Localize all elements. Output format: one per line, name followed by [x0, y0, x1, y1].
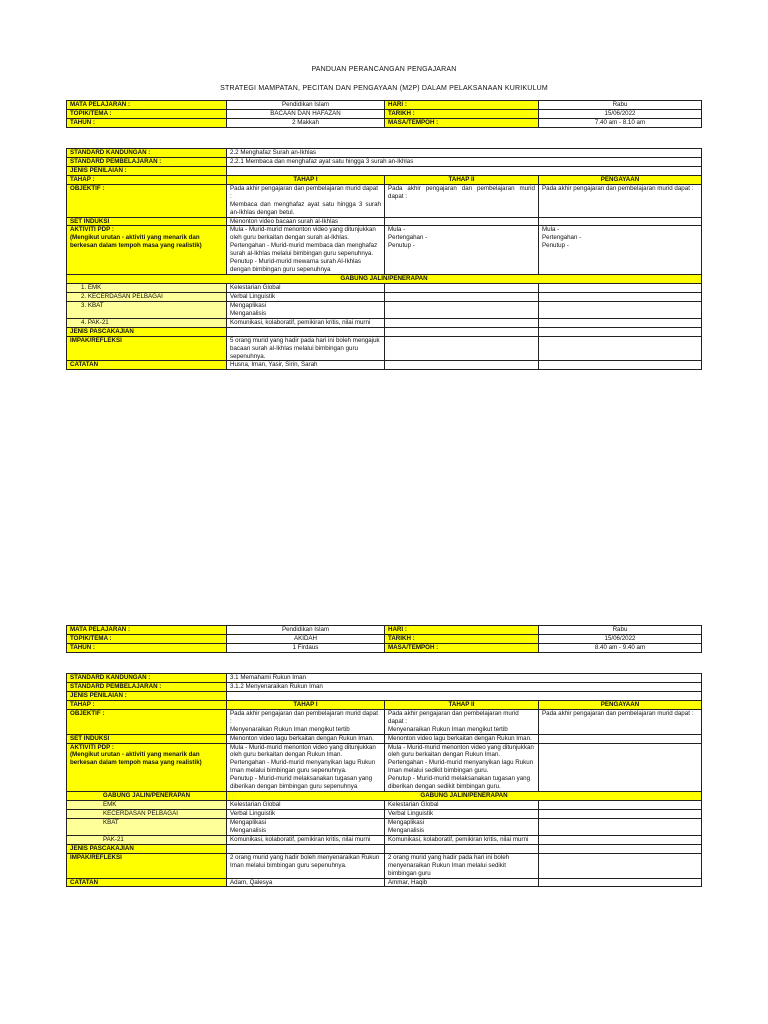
kecerdasan-label: KECERDASAN PELBAGAI [67, 810, 227, 819]
objektif-text: Membaca dan menghafaz ayat satu hingga 3 surah an-Ikhlas dengan betul. [230, 200, 381, 216]
kbat-value: Mengaplikasi Menganalisis [227, 301, 385, 318]
objektif-tahap-2: Pada akhir pengajaran dan pembelajaran murid dapat : Menyenaraikan Rukun Iman mengikut tertib [385, 709, 539, 734]
tahun-label: TAHUN : [67, 643, 227, 652]
aktiviti-tahap-2: Mula - Murid-murid menonton video yang ditunjukkan oleh guru berkaitan dengan Rukun Iman. Pertengahan - Murid-murid menyanyikan lagu Rukun Iman melalui sedikit bimbingan guru. Penutup - Murid-murid melaksanakan tugasan yang diberikan dengan sedikit bimbingan guru. [385, 743, 539, 792]
masa-label: MASA/TEMPOH : [385, 118, 539, 127]
emk-value: Kelestarian Global [227, 284, 385, 293]
objektif-pengayaan: Pada akhir pengajaran dan pembelajaran murid dapat : [539, 709, 702, 734]
hari-value: Rabu [539, 101, 702, 110]
masa-label: MASA/TEMPOH : [385, 643, 539, 652]
kecerdasan-label: 2. KECERDASAN PELBAGAI [67, 292, 227, 301]
emk-tahap-2: Kelestarian Global [385, 801, 539, 810]
pak21-tahap-1: Komunikasi, kolaboratif, pemikiran kritis, nilai murni [227, 835, 385, 844]
set-induksi-tahap-1: Menonton video lagu berkaitan dengan Rukun Iman. [227, 734, 385, 743]
tahun-value: 1 Firdaus [227, 643, 385, 652]
aktiviti-note: (Mengikut urutan - aktiviti yang menarik dan berkesan dalam tempoh masa yang realistik) [70, 751, 202, 767]
catatan-label: CATATAN [67, 878, 227, 887]
tahun-value: 2 Makkah [227, 118, 385, 127]
tahap-label: TAHAP : [67, 175, 227, 184]
aktiviti-tahap-1: Mula - Murid-murid menonton video yang ditunjukkan oleh guru berkaitan dengan surah al-Ikhlas. Pertengahan - Murid-murid membaca dan menghafaz surah al-Ikhlas melalui bimbingan guru sepenuhnya. Penutup - Murid-murid mewarna surah Al-Ikhlas dengan bimbingan guru sepenuhnya [227, 226, 385, 275]
aktiviti-pengayaan [539, 743, 702, 792]
topik-label: TOPIK/TEMA : [67, 109, 227, 118]
document-subtitle: STRATEGI MAMPATAN, PECITAN DAN PENGAYAAN (M2P) DALAM PELAKSANAAN KURIKULUM [220, 85, 548, 92]
aktiviti-label: AKTIVITI PDP : [70, 743, 114, 751]
tarikh-value: 15/06/2022 [539, 634, 702, 643]
standard-kandungan-label: STANDARD KANDUNGAN : [67, 149, 227, 158]
catatan-label: CATATAN [67, 361, 227, 370]
objektif-tahap-1: Pada akhir pengajaran dan pembelajaran murid dapat : Menyenaraikan Rukun Iman mengikut tertib [227, 709, 385, 734]
set-induksi-pengayaan [539, 217, 702, 226]
tahap-2-header: TAHAP II [385, 700, 539, 709]
standard-pembelajaran-label: STANDARD PEMBELAJARAN : [67, 682, 227, 691]
lesson2-info-table [66, 625, 702, 653]
jenis-pascakajian-label: JENIS PASCAKAJIAN [67, 844, 227, 853]
standard-pembelajaran-value: 2.2.1 Membaca dan menghafaz ayat satu hingga 3 surah an-Ikhlas [227, 157, 702, 166]
tahap-label: TAHAP : [67, 700, 227, 709]
document-title: PANDUAN PERANCANGAN PENGAJARAN [311, 66, 457, 73]
standard-kandungan-value: 3.1 Memahami Rukun Iman [227, 674, 702, 683]
standard-kandungan-value: 2.2 Menghafaz Surah an-Ikhlas [227, 149, 702, 158]
aktiviti-label: AKTIVITI PDP : [70, 226, 114, 234]
mata-pelajaran-label: MATA PELAJARAN : [67, 626, 227, 635]
aktiviti-note: (Mengikut urutan - aktiviti yang menarik dan berkesan dalam tempoh masa yang realistik) [70, 234, 202, 250]
emk-label: EMK [67, 801, 227, 810]
mata-pelajaran-value: Pendidikan Islam [227, 101, 385, 110]
emk-label: 1. EMK [67, 284, 227, 293]
objektif-intro: Pada akhir pengajaran dan pembelajaran murid dapat : [230, 184, 378, 200]
jenis-penilaian-value [227, 166, 702, 175]
aktiviti-tahap-2: Mula - Pertengahan - Penutup - [385, 226, 539, 275]
set-induksi-tahap-1: Menonton video bacaan surah al-Ikhlas [227, 217, 385, 226]
jenis-penilaian-label: JENIS PENILAIAN : [67, 166, 227, 175]
pak21-value: Komunikasi, kolaboratif, pemikiran kritis, nilai murni [227, 318, 385, 327]
pak21-tahap-2: Komunikasi, kolaboratif, pemikiran kritis, nilai murni [385, 835, 539, 844]
gabung-jalin-header: GABUNG JALIN/PENERAPAN [67, 275, 702, 284]
hari-value: Rabu [539, 626, 702, 635]
hari-label: HARI : [385, 101, 539, 110]
tarikh-value: 15/06/2022 [539, 109, 702, 118]
pengayaan-header: PENGAYAAN [539, 700, 702, 709]
standard-pembelajaran-value: 3.1.2 Menyenaraikan Rukun Iman [227, 682, 702, 691]
set-induksi-tahap-2: Menonton video lagu berkaitan dengan Rukun Iman. [385, 734, 539, 743]
standard-kandungan-label: STANDARD KANDUNGAN : [67, 674, 227, 683]
kbat-label: KBAT [67, 818, 227, 835]
lesson1-plan-table [66, 148, 702, 370]
impak-refleksi-tahap-1: 2 orang murid yang hadir boleh menyenaraikan Rukun Iman melalui bimbingan guru sepenuhnya. [227, 853, 385, 878]
aktiviti-label-cell [67, 226, 227, 275]
catatan-tahap-1: Adam, Qalesya [227, 878, 385, 887]
masa-value: 8.40 am - 9.40 am [539, 643, 702, 652]
masa-value: 7.40 am - 8.10 am [539, 118, 702, 127]
pengayaan-header: PENGAYAAN [539, 175, 702, 184]
objektif-tahap-1 [227, 184, 385, 217]
kbat-label: 3. KBAT [67, 301, 227, 318]
topik-value: BACAAN DAN HAFAZAN [227, 109, 385, 118]
gabung-jalin-header-right: GABUNG JALIN/PENERAPAN [227, 792, 702, 801]
kecerdasan-tahap-2: Verbal Linguistik [385, 810, 539, 819]
pak21-label: 4. PAK-21 [67, 318, 227, 327]
jenis-pascakajian-label: JENIS PASCAKAJIAN [67, 327, 227, 336]
lesson2-plan-table [66, 673, 702, 887]
jenis-penilaian-label: JENIS PENILAIAN : [67, 691, 227, 700]
mata-pelajaran-label: MATA PELAJARAN : [67, 101, 227, 110]
kbat-tahap-2: Mengaplikasi Menganalisis [385, 818, 539, 835]
jenis-penilaian-value [227, 691, 702, 700]
objektif-pengayaan: Pada akhir pengajaran dan pembelajaran murid dapat : [539, 184, 702, 217]
kecerdasan-tahap-1: Verbal Linguistik [227, 810, 385, 819]
gabung-jalin-header: GABUNG JALIN/PENERAPAN [67, 792, 227, 801]
tahap-2-header: TAHAP II [385, 175, 539, 184]
tahap-1-header: TAHAP I [227, 175, 385, 184]
hari-label: HARI : [385, 626, 539, 635]
aktiviti-pengayaan: Mula - Pertengahan - Penutup - [539, 226, 702, 275]
tahun-label: TAHUN : [67, 118, 227, 127]
topik-value: AKIDAH [227, 634, 385, 643]
kbat-tahap-1: Mengaplikasi Menganalisis [227, 818, 385, 835]
set-induksi-label: SET INDUKSI [67, 217, 227, 226]
emk-tahap-1: Kelestarian Global [227, 801, 385, 810]
impak-refleksi-label: IMPAK/REFLEKSI [67, 336, 227, 361]
kecerdasan-value: Verbal Linguistik [227, 292, 385, 301]
mata-pelajaran-value: Pendidikan Islam [227, 626, 385, 635]
pak21-label: PAK-21 [67, 835, 227, 844]
tarikh-label: TARIKH : [385, 109, 539, 118]
standard-pembelajaran-label: STANDARD PEMBELAJARAN : [67, 157, 227, 166]
impak-refleksi-value: 5 orang murid yang hadir pada hari ini boleh mengajuk bacaan surah al-Ikhlas melalui bimbingan guru sepenuhnya. [227, 336, 385, 361]
aktiviti-label-cell [67, 743, 227, 792]
catatan-tahap-2: Ammar, Haqib [385, 878, 539, 887]
set-induksi-pengayaan [539, 734, 702, 743]
set-induksi-label: SET INDUKSI [67, 734, 227, 743]
topik-label: TOPIK/TEMA : [67, 634, 227, 643]
catatan-value: Husna, Iman, Yasir, Sirin, Sarah [227, 361, 385, 370]
aktiviti-tahap-1: Mula - Murid-murid menonton video yang ditunjukkan oleh guru berkaitan dengan Rukun Iman. Pertengahan - Murid-murid menyanyikan lagu Rukun Iman melalui bimbingan guru sepenuhnya. Penutup - Murid-murid melaksanakan tugasan yang diberikan dengan bimbingan guru sepenuhnya [227, 743, 385, 792]
lesson1-info-table [66, 100, 702, 128]
objektif-label: OBJEKTIF : [67, 184, 227, 217]
objektif-tahap-2: Pada akhir pengajaran dan pembelajaran murid dapat : [385, 184, 539, 217]
impak-refleksi-tahap-2: 2 orang murid yang hadir pada hari ini boleh menyenaraikan Rukun Iman melalui sedikit bimbingan guru [385, 853, 539, 878]
tahap-1-header: TAHAP I [227, 700, 385, 709]
set-induksi-tahap-2 [385, 217, 539, 226]
tarikh-label: TARIKH : [385, 634, 539, 643]
impak-refleksi-label: IMPAK/REFLEKSI [67, 853, 227, 878]
objektif-label: OBJEKTIF : [67, 709, 227, 734]
